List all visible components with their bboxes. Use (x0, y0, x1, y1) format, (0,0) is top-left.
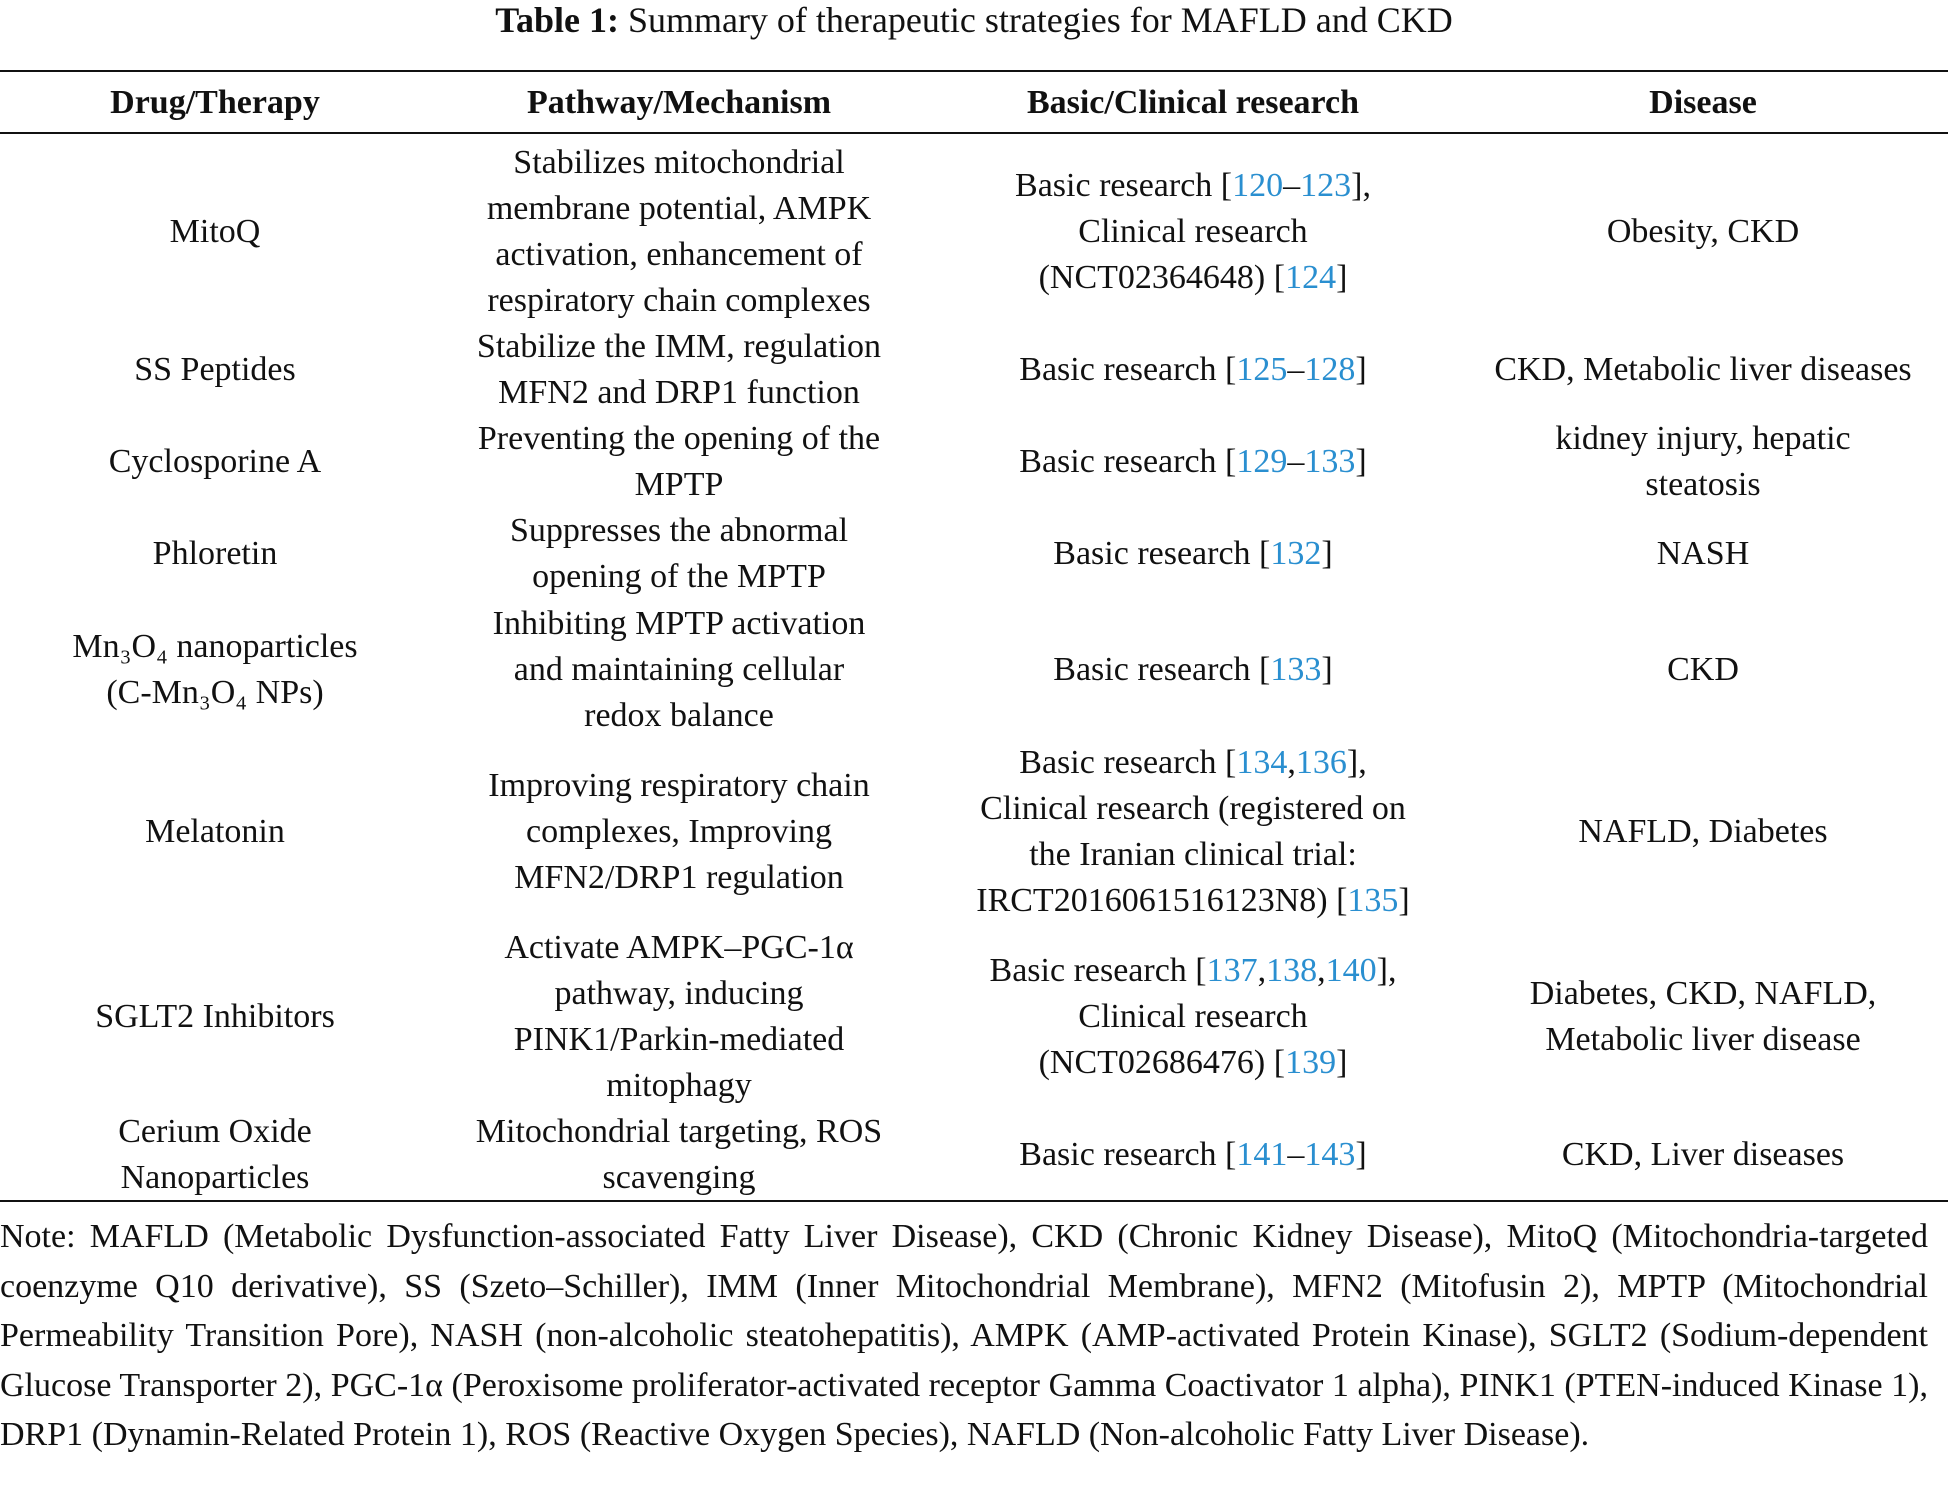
disease-cell (1458, 1132, 1948, 1178)
cell-line: redox balance (584, 696, 774, 734)
reference-link[interactable]: 132 (1270, 535, 1322, 572)
cell-line: Obesity, CKD (1606, 213, 1800, 250)
table-header-row (0, 76, 1948, 130)
disease-cell (1458, 416, 1948, 508)
cell-line: CKD (1667, 650, 1739, 688)
reference-link[interactable]: 124 (1285, 259, 1337, 296)
research-text: (NCT02364648) [ (1038, 259, 1286, 296)
reference-link[interactable]: 120 (1232, 167, 1284, 204)
mechanism-cell (430, 508, 928, 600)
disease-cell (1458, 647, 1948, 693)
drug-cell (0, 439, 430, 485)
research-text: (NCT02686476) [ (1038, 1043, 1286, 1081)
reference-link[interactable]: 133 (1304, 443, 1356, 480)
cell-line (934, 209, 1452, 255)
disease-cell (1458, 971, 1948, 1063)
cell-line: Activate AMPK–PGC-1α (504, 928, 854, 966)
cell-line: kidney injury, hepatic (1555, 420, 1851, 457)
reference-link[interactable]: 135 (1347, 881, 1399, 919)
disease-cell (1458, 209, 1948, 255)
research-cell (928, 647, 1458, 693)
drug-cell (0, 209, 430, 255)
table-row (0, 324, 1948, 416)
drug-cell (0, 347, 430, 393)
research-text: Basic research [ (1015, 167, 1233, 204)
cell-line: Phloretin (152, 535, 278, 572)
research-text: Basic research [ (1019, 743, 1237, 781)
caption-text: Summary of therapeutic strategies for MAFLD and CKD (627, 0, 1453, 40)
research-text: ] (1336, 1043, 1348, 1081)
cell-line (934, 948, 1452, 994)
research-text: Basic research [ (989, 951, 1207, 989)
research-text: – (1287, 1136, 1305, 1173)
research-text: ] (1336, 259, 1348, 296)
research-text: ], (1351, 167, 1371, 204)
research-text: ] (1355, 443, 1367, 480)
table-row (0, 1109, 1948, 1201)
caption-label: Table 1: (495, 0, 619, 40)
cell-line: (C-Mn₃O₄ NPs) (106, 673, 324, 711)
reference-link[interactable]: 133 (1270, 650, 1322, 688)
research-text: ] (1398, 881, 1410, 919)
cell-line: scavenging (602, 1159, 756, 1196)
cell-line: NAFLD, Diabetes (1578, 812, 1828, 850)
cell-line: Nanoparticles (120, 1159, 310, 1196)
header-drug: Drug/Therapy (110, 84, 320, 121)
cell-line: SS Peptides (134, 351, 296, 388)
reference-link[interactable]: 138 (1266, 951, 1318, 989)
reference-link[interactable]: 136 (1295, 743, 1347, 781)
research-text: Clinical research (1078, 213, 1308, 250)
cell-line (934, 832, 1452, 878)
top-rule (0, 70, 1948, 72)
cell-line (934, 439, 1452, 485)
cell-line: membrane potential, AMPK (486, 190, 872, 227)
table-row (0, 140, 1948, 324)
cell-line: CKD, Liver diseases (1561, 1136, 1845, 1173)
cell-line: Cerium Oxide (118, 1113, 312, 1150)
header-rule (0, 132, 1948, 134)
research-text: ], (1346, 743, 1367, 781)
cell-line: PINK1/Parkin-mediated (513, 1020, 845, 1058)
research-text: Clinical research (registered on (980, 789, 1406, 827)
research-text: ] (1321, 650, 1333, 688)
reference-link[interactable]: 125 (1236, 351, 1288, 388)
research-cell (928, 531, 1458, 577)
drug-cell (0, 809, 430, 855)
table-note: Note: MAFLD (Metabolic Dysfunction-associated Fatty Liver Disease), CKD (Chronic Kidney Disease), MitoQ (Mitochondria-targeted coenzyme Q10 derivative), SS (Szeto–Schiller), IMM (Inner Mitochondrial Membrane), MFN2 (Mitofusin 2), MPTP (Mitochondrial Permeability Transition Pore), NASH (non-alcoholic steatohepatitis), AMPK (AMP-activated Protein Kinase), SGLT2 (Sodium-dependent Glucose Transporter 2), PGC-1α (Peroxisome proliferator-activated receptor Gamma Coactivator 1 alpha), PINK1 (PTEN-induced Kinase 1), DRP1 (Dynamin-Related Protein 1), ROS (Reactive Oxygen Species), NAFLD (Non-alcoholic Fatty Liver Disease). (0, 1218, 1928, 1453)
research-text: Basic research [ (1053, 650, 1271, 688)
reference-link[interactable]: 128 (1304, 351, 1356, 388)
reference-link[interactable]: 137 (1206, 951, 1258, 989)
research-cell (928, 948, 1458, 1086)
table-row (0, 739, 1948, 924)
research-text: the Iranian clinical trial: (1029, 835, 1357, 873)
reference-link[interactable]: 141 (1236, 1136, 1288, 1173)
reference-link[interactable]: 134 (1236, 743, 1288, 781)
cell-line: Cyclosporine A (108, 443, 322, 480)
drug-cell (0, 994, 430, 1040)
cell-line: Diabetes, CKD, NAFLD, (1529, 974, 1877, 1012)
cell-line: Stabilizes mitochondrial (513, 144, 845, 181)
cell-line: Preventing the opening of the (477, 420, 881, 457)
cell-line (934, 786, 1452, 832)
cell-line (934, 1132, 1452, 1178)
cell-line: opening of the MPTP (532, 558, 826, 595)
header-mechanism: Pathway/Mechanism (526, 84, 832, 121)
mechanism-cell (430, 416, 928, 508)
research-cell (928, 439, 1458, 485)
research-text: ], (1376, 951, 1397, 989)
reference-link[interactable]: 129 (1236, 443, 1288, 480)
research-text: Basic research [ (1053, 535, 1271, 572)
research-cell (928, 163, 1458, 301)
cell-line: mitophagy (606, 1066, 752, 1104)
cell-line: complexes, Improving (526, 812, 832, 850)
drug-cell (0, 531, 430, 577)
research-text: Basic research [ (1019, 1136, 1237, 1173)
disease-cell (1458, 531, 1948, 577)
cell-line: SGLT2 Inhibitors (95, 997, 335, 1035)
reference-link[interactable]: 140 (1325, 951, 1377, 989)
drug-cell (0, 624, 430, 716)
research-text: ] (1355, 351, 1367, 388)
cell-line: activation, enhancement of (495, 236, 863, 273)
research-text: , (1257, 951, 1267, 989)
cell-line (934, 531, 1452, 577)
cell-line: Melatonin (145, 812, 285, 850)
research-text: – (1287, 351, 1305, 388)
research-text: , (1287, 743, 1296, 781)
mechanism-cell (430, 601, 928, 739)
table-caption (0, 0, 1948, 40)
research-text: , (1317, 951, 1326, 989)
research-cell (928, 740, 1458, 924)
cell-line: respiratory chain complexes (487, 282, 871, 319)
research-text: ] (1321, 535, 1333, 572)
cell-line: MitoQ (169, 213, 261, 250)
cell-line (934, 163, 1452, 209)
cell-line: Suppresses the abnormal (509, 512, 849, 549)
research-text: Clinical research (1078, 997, 1308, 1035)
table-row (0, 924, 1948, 1109)
research-text: – (1287, 443, 1305, 480)
reference-link[interactable]: 123 (1300, 167, 1352, 204)
cell-line (934, 647, 1452, 693)
cell-line: Metabolic liver disease (1545, 1020, 1861, 1058)
research-text: – (1283, 167, 1301, 204)
cell-line: Inhibiting MPTP activation (492, 604, 866, 642)
reference-link[interactable]: 143 (1304, 1136, 1356, 1173)
cell-line: Improving respiratory chain (488, 766, 870, 804)
cell-line: Mn₃O₄ nanoparticles (72, 627, 358, 665)
cell-line (934, 740, 1452, 786)
research-text: IRCT2016061516123N8) [ (976, 881, 1348, 919)
table-row (0, 416, 1948, 508)
cell-line: MFN2/DRP1 regulation (514, 858, 844, 896)
research-text: Basic research [ (1019, 443, 1237, 480)
header-research: Basic/Clinical research (1026, 84, 1360, 121)
cell-line: Mitochondrial targeting, ROS (475, 1113, 883, 1150)
cell-line: and maintaining cellular (513, 650, 845, 688)
bottom-rule (0, 1200, 1948, 1202)
disease-cell (1458, 347, 1948, 393)
table-row (0, 600, 1948, 739)
header-disease: Disease (1649, 84, 1757, 121)
drug-cell (0, 1109, 430, 1201)
reference-link[interactable]: 139 (1285, 1043, 1337, 1081)
cell-line (934, 1040, 1452, 1086)
disease-cell (1458, 809, 1948, 855)
cell-line: NASH (1656, 535, 1750, 572)
research-cell (928, 347, 1458, 393)
research-text: ] (1355, 1136, 1367, 1173)
cell-line (934, 878, 1452, 924)
cell-line: MFN2 and DRP1 function (498, 374, 860, 411)
cell-line (934, 347, 1452, 393)
mechanism-cell (430, 763, 928, 901)
cell-line: MPTP (634, 466, 724, 503)
table-row (0, 508, 1948, 600)
cell-line: pathway, inducing (554, 974, 804, 1012)
cell-line: steatosis (1645, 466, 1761, 503)
research-text: Basic research [ (1019, 351, 1237, 388)
mechanism-cell (430, 324, 928, 416)
research-cell (928, 1132, 1458, 1178)
mechanism-cell (430, 925, 928, 1109)
mechanism-cell (430, 1109, 928, 1201)
cell-line (934, 994, 1452, 1040)
cell-line (934, 255, 1452, 301)
mechanism-cell (430, 140, 928, 324)
cell-line: CKD, Metabolic liver diseases (1494, 351, 1912, 388)
cell-line: Stabilize the IMM, regulation (476, 328, 882, 365)
